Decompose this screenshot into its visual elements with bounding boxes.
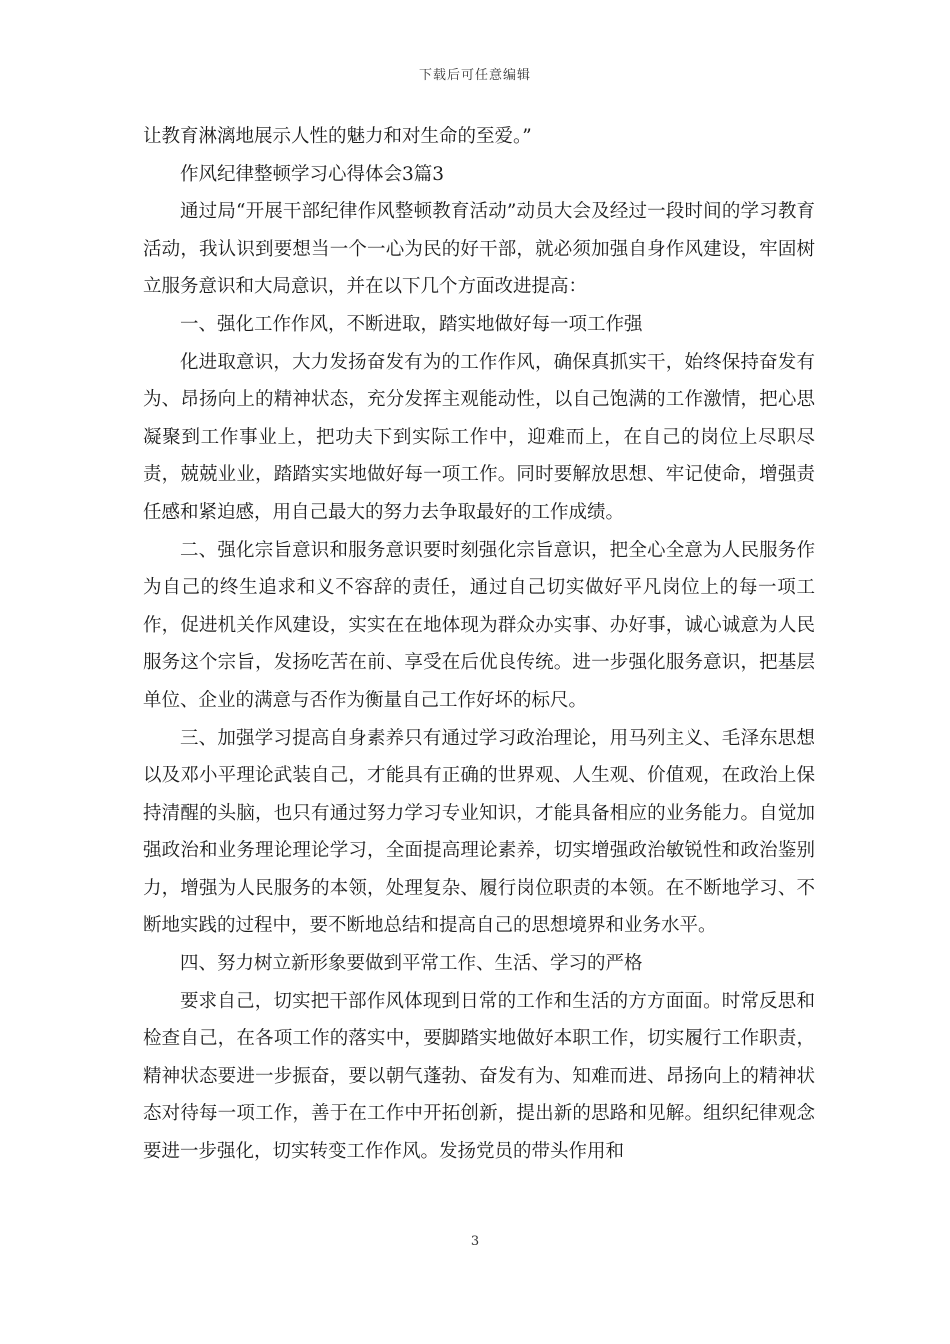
page-number: 3 [470, 1234, 480, 1249]
document-body [143, 118, 815, 1171]
paragraph-1: 让教育淋漓地展示人性的魅力和对生命的至爱。” [143, 126, 532, 147]
paragraph-6-section-two: 二、强化宗旨意识和服务意识要时刻强化宗旨意识，把全心全意为人民服务作为自己的终生追求和义不容辞的责任，通过自己切实做好平凡岗位上的每一项工作，促进机关作风建设，实实在在地体现为群众办实事、办好事，诚心诚意为人民服务这个宗旨，发扬吃苦在前、享受在后优良传统。进一步强化服务意识，把基层单位、企业的满意与否作为衡量自己工作好坏的标尺。 [143, 539, 815, 711]
paragraph-9: 要求自己，切实把干部作风体现到日常的工作和生活的方方面面。时常反思和检查自己，在各项工作的落实中，要脚踏实地做好本职工作，切实履行工作职责，精神状态要进一步振奋，要以朝气蓬勃、奋发有为、知难而进、昂扬向上的精神状态对待每一项工作，善于在工作中开拓创新，提出新的思路和见解。组织纪律观念要进一步强化，切实转变工作作风。发扬党员的带头作用和 [143, 990, 815, 1163]
paragraph-3: 通过局“开展干部纪律作风整顿教育活动”动员大会及经过一段时间的学习教育活动，我认识到要想当一个一心为民的好干部，就必须加强自身作风建设，牢固树立服务意识和大局意识，并在以下几个方面改进提高： [143, 201, 815, 298]
paragraph-8-section-four: 四、努力树立新形象要做到平常工作、生活、学习的严格 [180, 953, 643, 975]
paragraph-2-heading: 作风纪律整顿学习心得体会3篇3 [180, 163, 445, 185]
paragraph-7-section-three: 三、加强学习提高自身素养只有通过学习政治理论，用马列主义、毛泽东思想以及邓小平理论武装自己，才能具有正确的世界观、人生观、价值观，在政治上保持清醒的头脑，也只有通过努力学习专业知识，才能具备相应的业务能力。自觉加强政治和业务理论理论学习，全面提高理论素养，切实增强政治敏锐性和政治鉴别力，增强为人民服务的本领，处理复杂、履行岗位职责的本领。在不断地学习、不断地实践的过程中，要不断地总结和提高自己的思想境界和业务水平。 [143, 727, 815, 937]
paragraph-5: 化进取意识，大力发扬奋发有为的工作作风，确保真抓实干，始终保持奋发有为、昂扬向上的精神状态，充分发挥主观能动性，以自己饱满的工作激情，把心思凝聚到工作事业上，把功夫下到实际工作中，迎难而上，在自己的岗位上尽职尽责，兢兢业业，踏踏实实地做好每一项工作。同时要解放思想、牢记使命，增强责任感和紧迫感，用自己最大的努力去争取最好的工作成绩。 [143, 351, 815, 523]
paragraph-4-section-one: 一、强化工作作风，不断进取，踏实地做好每一项工作强 [180, 313, 643, 335]
page-header: 下载后可任意编辑 [418, 68, 531, 83]
